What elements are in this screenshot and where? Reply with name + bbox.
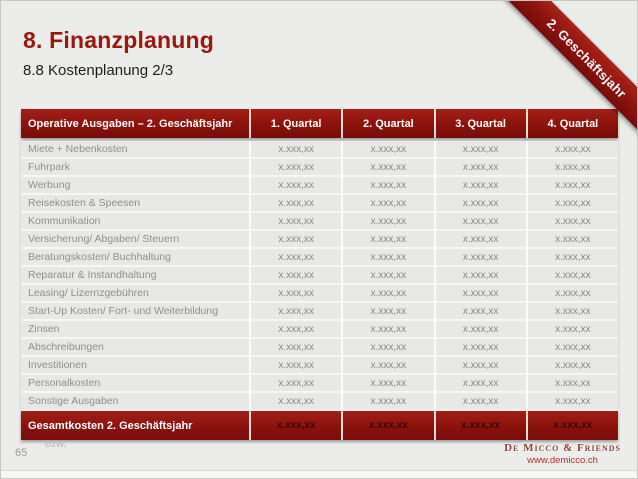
row-label: Start-Up Kosten/ Fort- und Weiterbildung bbox=[28, 305, 219, 317]
row-label: Werbung bbox=[28, 179, 71, 191]
row-value: x.xxx,xx bbox=[341, 195, 433, 211]
row-value: x.xxx,xx bbox=[249, 321, 341, 337]
row-label: Reparatur & Instandhaltung bbox=[28, 269, 157, 281]
row-value: x.xxx,xx bbox=[249, 303, 341, 319]
page-subtitle: 8.8 Kostenplanung 2/3 bbox=[23, 62, 174, 79]
row-value: x.xxx,xx bbox=[434, 393, 526, 409]
row-value: x.xxx,xx bbox=[526, 303, 618, 319]
table-row bbox=[21, 285, 618, 303]
table-body bbox=[21, 141, 618, 411]
row-value: x.xxx,xx bbox=[249, 339, 341, 355]
row-value: x.xxx,xx bbox=[434, 141, 526, 157]
table-row bbox=[21, 375, 618, 393]
clipped-note-text: bzw. bbox=[45, 440, 67, 447]
row-value: x.xxx,xx bbox=[341, 393, 433, 409]
row-value: x.xxx,xx bbox=[341, 339, 433, 355]
table-row bbox=[21, 177, 618, 195]
table-header-q1: 1. Quartal bbox=[249, 109, 341, 138]
table-row bbox=[21, 159, 618, 177]
table-row bbox=[21, 213, 618, 231]
row-value: x.xxx,xx bbox=[249, 267, 341, 283]
row-value: x.xxx,xx bbox=[341, 213, 433, 229]
row-value: x.xxx,xx bbox=[434, 177, 526, 193]
row-label: Fuhrpark bbox=[28, 161, 71, 173]
cost-table bbox=[21, 109, 618, 447]
table-header-q3: 3. Quartal bbox=[434, 109, 526, 138]
row-value: x.xxx,xx bbox=[249, 231, 341, 247]
row-label: Sonstige Ausgaben bbox=[28, 395, 119, 407]
row-value: x.xxx,xx bbox=[249, 177, 341, 193]
table-row bbox=[21, 303, 618, 321]
row-value: x.xxx,xx bbox=[341, 357, 433, 373]
row-value: x.xxx,xx bbox=[341, 141, 433, 157]
row-label: Reisekosten & Speesen bbox=[28, 197, 141, 209]
ribbon-label: 2. Geschäftsjahr bbox=[544, 15, 630, 101]
table-row bbox=[21, 231, 618, 249]
total-row-value-q3: x.xxx,xx bbox=[434, 411, 526, 440]
row-label: Zinsen bbox=[28, 323, 60, 335]
row-value: x.xxx,xx bbox=[341, 249, 433, 265]
row-value: x.xxx,xx bbox=[249, 213, 341, 229]
table-header-q2: 2. Quartal bbox=[341, 109, 433, 138]
bottom-edge-strip bbox=[1, 470, 637, 478]
row-label: Leasing/ Lizernzgebühren bbox=[28, 287, 149, 299]
row-value: x.xxx,xx bbox=[249, 375, 341, 391]
row-value: x.xxx,xx bbox=[434, 195, 526, 211]
row-value: x.xxx,xx bbox=[341, 267, 433, 283]
row-value: x.xxx,xx bbox=[526, 195, 618, 211]
row-value: x.xxx,xx bbox=[434, 267, 526, 283]
slide-number: 65 bbox=[15, 447, 28, 459]
row-value: x.xxx,xx bbox=[526, 357, 618, 373]
table-row bbox=[21, 249, 618, 267]
row-label: Beratungskosten/ Buchhaltung bbox=[28, 251, 172, 263]
row-value: x.xxx,xx bbox=[526, 159, 618, 175]
row-value: x.xxx,xx bbox=[341, 159, 433, 175]
row-value: x.xxx,xx bbox=[341, 177, 433, 193]
row-value: x.xxx,xx bbox=[526, 393, 618, 409]
row-value: x.xxx,xx bbox=[526, 231, 618, 247]
row-value: x.xxx,xx bbox=[526, 321, 618, 337]
row-value: x.xxx,xx bbox=[526, 375, 618, 391]
total-row-value-q4: x.xxx,xx bbox=[526, 411, 618, 440]
row-value: x.xxx,xx bbox=[434, 231, 526, 247]
row-value: x.xxx,xx bbox=[526, 141, 618, 157]
row-label: Investitionen bbox=[28, 359, 87, 371]
table-row bbox=[21, 357, 618, 375]
row-value: x.xxx,xx bbox=[341, 231, 433, 247]
row-value: x.xxx,xx bbox=[526, 177, 618, 193]
row-label: Miete + Nebenkosten bbox=[28, 143, 128, 155]
table-row bbox=[21, 195, 618, 213]
row-value: x.xxx,xx bbox=[434, 285, 526, 301]
table-row bbox=[21, 267, 618, 285]
table-row bbox=[21, 339, 618, 357]
page-title: 8. Finanzplanung bbox=[23, 27, 215, 53]
row-value: x.xxx,xx bbox=[526, 213, 618, 229]
row-value: x.xxx,xx bbox=[434, 303, 526, 319]
row-value: x.xxx,xx bbox=[341, 285, 433, 301]
total-row-value-q2: x.xxx,xx bbox=[341, 411, 433, 440]
row-value: x.xxx,xx bbox=[526, 267, 618, 283]
table-header-q4: 4. Quartal bbox=[526, 109, 618, 138]
row-label: Personalkosten bbox=[28, 377, 101, 389]
row-value: x.xxx,xx bbox=[249, 141, 341, 157]
row-label: Kommunikation bbox=[28, 215, 101, 227]
row-value: x.xxx,xx bbox=[249, 195, 341, 211]
row-label: Abschreibungen bbox=[28, 341, 104, 353]
table-header-expenses: Operative Ausgaben – 2. Geschäftsjahr bbox=[28, 117, 233, 130]
row-value: x.xxx,xx bbox=[249, 357, 341, 373]
row-value: x.xxx,xx bbox=[434, 249, 526, 265]
row-value: x.xxx,xx bbox=[341, 321, 433, 337]
row-value: x.xxx,xx bbox=[526, 339, 618, 355]
website-url: www.demicco.ch bbox=[527, 455, 598, 466]
table-header-row bbox=[21, 109, 618, 138]
footer-brand bbox=[504, 442, 621, 466]
row-value: x.xxx,xx bbox=[434, 213, 526, 229]
table-total-row bbox=[21, 411, 618, 440]
table-row bbox=[21, 393, 618, 411]
total-row-label: Gesamtkosten 2. Geschäftsjahr bbox=[28, 419, 193, 432]
row-value: x.xxx,xx bbox=[249, 159, 341, 175]
table-row bbox=[21, 141, 618, 159]
row-value: x.xxx,xx bbox=[434, 339, 526, 355]
row-value: x.xxx,xx bbox=[249, 285, 341, 301]
row-label: Versicherung/ Abgaben/ Steuern bbox=[28, 233, 180, 245]
row-value: x.xxx,xx bbox=[249, 393, 341, 409]
row-value: x.xxx,xx bbox=[341, 303, 433, 319]
row-value: x.xxx,xx bbox=[341, 375, 433, 391]
row-value: x.xxx,xx bbox=[526, 249, 618, 265]
table-row bbox=[21, 321, 618, 339]
row-value: x.xxx,xx bbox=[434, 375, 526, 391]
total-row-value-q1: x.xxx,xx bbox=[249, 411, 341, 440]
row-value: x.xxx,xx bbox=[526, 285, 618, 301]
row-value: x.xxx,xx bbox=[434, 321, 526, 337]
row-value: x.xxx,xx bbox=[434, 357, 526, 373]
row-value: x.xxx,xx bbox=[434, 159, 526, 175]
company-logo: De Micco & Friends bbox=[504, 442, 621, 454]
row-value: x.xxx,xx bbox=[249, 249, 341, 265]
